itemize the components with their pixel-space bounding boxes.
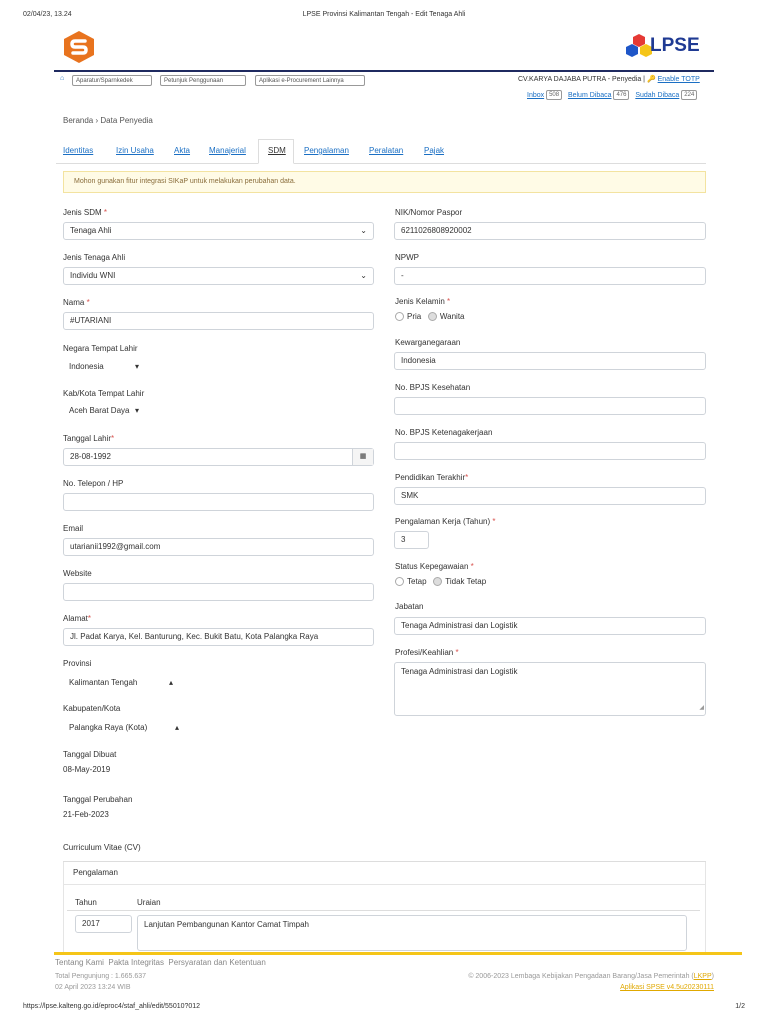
gender-label: Jenis Kelamin * bbox=[395, 297, 451, 306]
pengalaman-input[interactable] bbox=[394, 531, 429, 549]
kewarganegaraan-input[interactable] bbox=[394, 352, 706, 370]
website-input[interactable] bbox=[63, 583, 374, 601]
tab-peralatan[interactable]: Peralatan bbox=[369, 146, 404, 155]
tgl-lahir-value: 28-08-1992 bbox=[70, 452, 111, 461]
negara-label: Negara Tempat Lahir bbox=[63, 344, 138, 353]
header-divider bbox=[54, 70, 714, 72]
read-link[interactable]: Sudah Dibaca bbox=[635, 91, 680, 99]
kab-lahir-label: Kab/Kota Tempat Lahir bbox=[63, 389, 145, 398]
aplikasi-lainnya-label: Aplikasi e-Procurement Lainnya bbox=[259, 78, 344, 84]
alamat-label: Alamat* bbox=[63, 614, 92, 623]
tabs-divider bbox=[56, 163, 706, 164]
jabatan-label: Jabatan bbox=[395, 602, 424, 611]
status-radio-group bbox=[395, 577, 486, 586]
radio-icon bbox=[395, 312, 404, 321]
unread-count: 476 bbox=[613, 90, 629, 100]
print-url: https://lpse.kalteng.go.id/eproc4/staf_ahli/edit/55010?012 bbox=[23, 1003, 201, 1010]
pendidikan-label: Pendidikan Terakhir* bbox=[395, 473, 469, 482]
telepon-label: No. Telepon / HP bbox=[63, 479, 124, 488]
app-logo[interactable] bbox=[62, 30, 96, 64]
alert-text: Mohon gunakan fitur integrasi SIKaP untuk melakukan perubahan data. bbox=[74, 178, 296, 185]
jenis-tenaga-value: Individu WNI bbox=[70, 271, 116, 280]
breadcrumb bbox=[63, 116, 153, 125]
breadcrumb-current: Data Penyedia bbox=[100, 116, 153, 125]
bpjs-tk-label: No. BPJS Ketenagakerjaan bbox=[395, 428, 493, 437]
provinsi-value: Kalimantan Tengah bbox=[69, 678, 138, 687]
email-value: utarianii1992@gmail.com bbox=[70, 542, 161, 551]
bpjs-tk-input[interactable] bbox=[394, 442, 706, 460]
tgl-dibuat-label: Tanggal Dibuat bbox=[63, 750, 117, 759]
petunjuk-button[interactable] bbox=[160, 75, 246, 86]
bpjs-kes-label: No. BPJS Kesehatan bbox=[395, 383, 471, 392]
jenis-tenaga-label: Jenis Tenaga Ahli bbox=[63, 253, 126, 262]
profesi-value: Tenaga Administrasi dan Logistik bbox=[401, 667, 518, 676]
tab-akta[interactable]: Akta bbox=[174, 146, 191, 155]
negara-value: Indonesia bbox=[69, 362, 104, 371]
bpjs-kes-input[interactable] bbox=[394, 397, 706, 415]
tab-sdm[interactable]: SDM bbox=[268, 146, 286, 155]
pendidikan-input[interactable] bbox=[394, 487, 706, 505]
spse-version-link[interactable]: Aplikasi SPSE v4.5u20230111 bbox=[620, 984, 714, 991]
aplikasi-lainnya-button[interactable] bbox=[255, 75, 365, 86]
gender-pria-radio[interactable]: Pria bbox=[395, 312, 421, 321]
provinsi-select[interactable] bbox=[69, 678, 173, 687]
chevron-down-icon: ⌄ bbox=[360, 271, 367, 280]
pendidikan-value: SMK bbox=[401, 491, 419, 500]
status-tidak-tetap-radio[interactable]: Tidak Tetap bbox=[433, 577, 486, 586]
calendar-icon[interactable]: ▦ bbox=[352, 449, 373, 465]
print-title: LPSE Provinsi Kalimantan Tengah - Edit Tenaga Ahli bbox=[302, 11, 466, 18]
print-datetime: 02/04/23, 13.24 bbox=[23, 11, 72, 18]
footer-link-tentang[interactable]: Tentang Kami bbox=[55, 958, 104, 967]
caret-up-icon: ▴ bbox=[174, 723, 179, 732]
footer-link-persyaratan[interactable]: Persyaratan dan Ketentuan bbox=[168, 958, 266, 967]
footer-time: 02 April 2023 13:24 WIB bbox=[55, 984, 131, 991]
chevron-down-icon: ⌄ bbox=[360, 226, 367, 235]
tab-pajak[interactable]: Pajak bbox=[424, 146, 445, 155]
negara-select[interactable] bbox=[69, 362, 139, 371]
npwp-input[interactable] bbox=[394, 267, 706, 285]
profesi-label: Profesi/Keahlian * bbox=[395, 648, 459, 657]
kabupaten-select[interactable] bbox=[69, 723, 179, 732]
cv-header-divider bbox=[67, 910, 700, 911]
cv-year-input[interactable] bbox=[75, 915, 132, 933]
unread-link[interactable]: Belum Dibaca bbox=[567, 91, 612, 99]
footer-visitors: Total Pengunjung : 1.665.637 bbox=[55, 973, 147, 980]
breadcrumb-separator: › bbox=[95, 116, 99, 125]
nik-label: NIK/Nomor Paspor bbox=[395, 208, 463, 217]
tgl-lahir-label: Tanggal Lahir* bbox=[63, 434, 115, 443]
print-page-number: 1/2 bbox=[735, 1003, 745, 1010]
tab-pengalaman[interactable]: Pengalaman bbox=[304, 146, 349, 155]
cv-section-divider bbox=[63, 884, 706, 885]
jenis-sdm-value: Tenaga Ahli bbox=[70, 226, 112, 235]
radio-icon bbox=[428, 312, 437, 321]
alamat-input[interactable] bbox=[63, 628, 374, 646]
tab-manajerial[interactable]: Manajerial bbox=[209, 146, 246, 155]
aparatur-label: Aparatur/Sparnkedek bbox=[76, 78, 133, 84]
footer-accent-bar bbox=[54, 952, 742, 955]
email-input[interactable] bbox=[63, 538, 374, 556]
footer-copyright: © 2006-2023 Lembaga Kebijakan Pengadaan Barang/Jasa Pemerintah (LKPP) bbox=[468, 973, 714, 980]
cv-col-year: Tahun bbox=[75, 898, 97, 907]
kewarganegaraan-label: Kewarganegaraan bbox=[395, 338, 461, 347]
tab-izin-usaha[interactable]: Izin Usaha bbox=[116, 146, 154, 155]
nama-input[interactable] bbox=[63, 312, 374, 330]
nama-value: #UTARIANI bbox=[70, 316, 112, 325]
email-label: Email bbox=[63, 524, 84, 533]
inbox-count: 508 bbox=[546, 90, 562, 100]
key-icon: 🔑 bbox=[646, 76, 656, 83]
tab-identitas[interactable]: Identitas bbox=[63, 146, 94, 155]
user-info: CV.KARYA DAJABA PUTRA - Penyedia | bbox=[518, 76, 645, 83]
kab-lahir-select[interactable] bbox=[69, 406, 139, 415]
cv-section-title: Pengalaman bbox=[73, 868, 118, 877]
nama-label: Nama * bbox=[63, 298, 90, 307]
nik-input[interactable] bbox=[394, 222, 706, 240]
petunjuk-label: Petunjuk Penggunaan bbox=[164, 78, 224, 84]
npwp-value: - bbox=[401, 271, 404, 280]
provinsi-label: Provinsi bbox=[63, 659, 92, 668]
radio-icon bbox=[395, 577, 404, 586]
cv-col-desc: Uraian bbox=[137, 898, 161, 907]
caret-up-icon: ▴ bbox=[168, 678, 173, 687]
pengalaman-value: 3 bbox=[401, 535, 406, 544]
tgl-dibuat-value: 08-May-2019 bbox=[63, 765, 111, 774]
telepon-input[interactable] bbox=[63, 493, 374, 511]
s-logo-icon bbox=[62, 30, 96, 64]
jenis-tenaga-select[interactable] bbox=[63, 267, 374, 285]
tgl-perubahan-value: 21-Feb-2023 bbox=[63, 810, 109, 819]
jabatan-value: Tenaga Administrasi dan Logistik bbox=[401, 621, 518, 630]
npwp-label: NPWP bbox=[395, 253, 419, 262]
lpse-logo-text: LPSE bbox=[650, 35, 700, 56]
footer-link-pakta[interactable]: Pakta Integritas bbox=[108, 958, 164, 967]
cv-title: Curriculum Vitae (CV) bbox=[63, 843, 141, 852]
website-label: Website bbox=[63, 569, 92, 578]
jabatan-input[interactable] bbox=[394, 617, 706, 635]
caret-down-icon: ▾ bbox=[134, 362, 139, 371]
kewarganegaraan-value: Indonesia bbox=[401, 356, 436, 365]
profesi-textarea[interactable] bbox=[394, 662, 706, 716]
resize-handle-icon[interactable]: ◢ bbox=[699, 705, 704, 711]
cv-desc-value: Lanjutan Pembangunan Kantor Camat Timpah bbox=[144, 920, 309, 929]
home-icon[interactable]: ⌂ bbox=[60, 75, 65, 82]
cv-desc-textarea[interactable] bbox=[137, 915, 687, 951]
jenis-sdm-select[interactable] bbox=[63, 222, 374, 240]
tgl-lahir-input[interactable] bbox=[63, 448, 374, 466]
read-count: 224 bbox=[681, 90, 697, 100]
enable-totp-link[interactable]: Enable TOTP bbox=[657, 76, 700, 83]
tgl-perubahan-label: Tanggal Perubahan bbox=[63, 795, 133, 804]
aparatur-button[interactable] bbox=[72, 75, 152, 86]
pengalaman-label: Pengalaman Kerja (Tahun) * bbox=[395, 517, 496, 526]
gender-radio-group bbox=[395, 312, 465, 321]
status-label: Status Kepegawaian * bbox=[395, 562, 474, 571]
radio-icon bbox=[433, 577, 442, 586]
gender-wanita-radio[interactable]: Wanita bbox=[428, 312, 465, 321]
lkpp-link[interactable]: LKPP bbox=[693, 973, 712, 980]
inbox-link[interactable]: Inbox bbox=[527, 91, 545, 99]
kabupaten-label: Kabupaten/Kota bbox=[63, 704, 121, 713]
status-tetap-radio[interactable]: Tetap bbox=[395, 577, 427, 586]
cv-year-value: 2017 bbox=[82, 919, 100, 928]
jenis-sdm-label: Jenis SDM * bbox=[63, 208, 108, 217]
kab-lahir-value: Aceh Barat Daya bbox=[69, 406, 130, 415]
lpse-logo[interactable] bbox=[624, 32, 704, 62]
breadcrumb-home[interactable]: Beranda bbox=[63, 116, 94, 125]
nik-value: 6211026808920002 bbox=[401, 226, 472, 235]
alamat-value: Jl. Padat Karya, Kel. Banturung, Kec. Bukit Batu, Kota Palangka Raya bbox=[70, 632, 319, 641]
caret-down-icon: ▾ bbox=[134, 406, 139, 415]
kabupaten-value: Palangka Raya (Kota) bbox=[69, 723, 148, 732]
info-alert bbox=[63, 171, 706, 193]
